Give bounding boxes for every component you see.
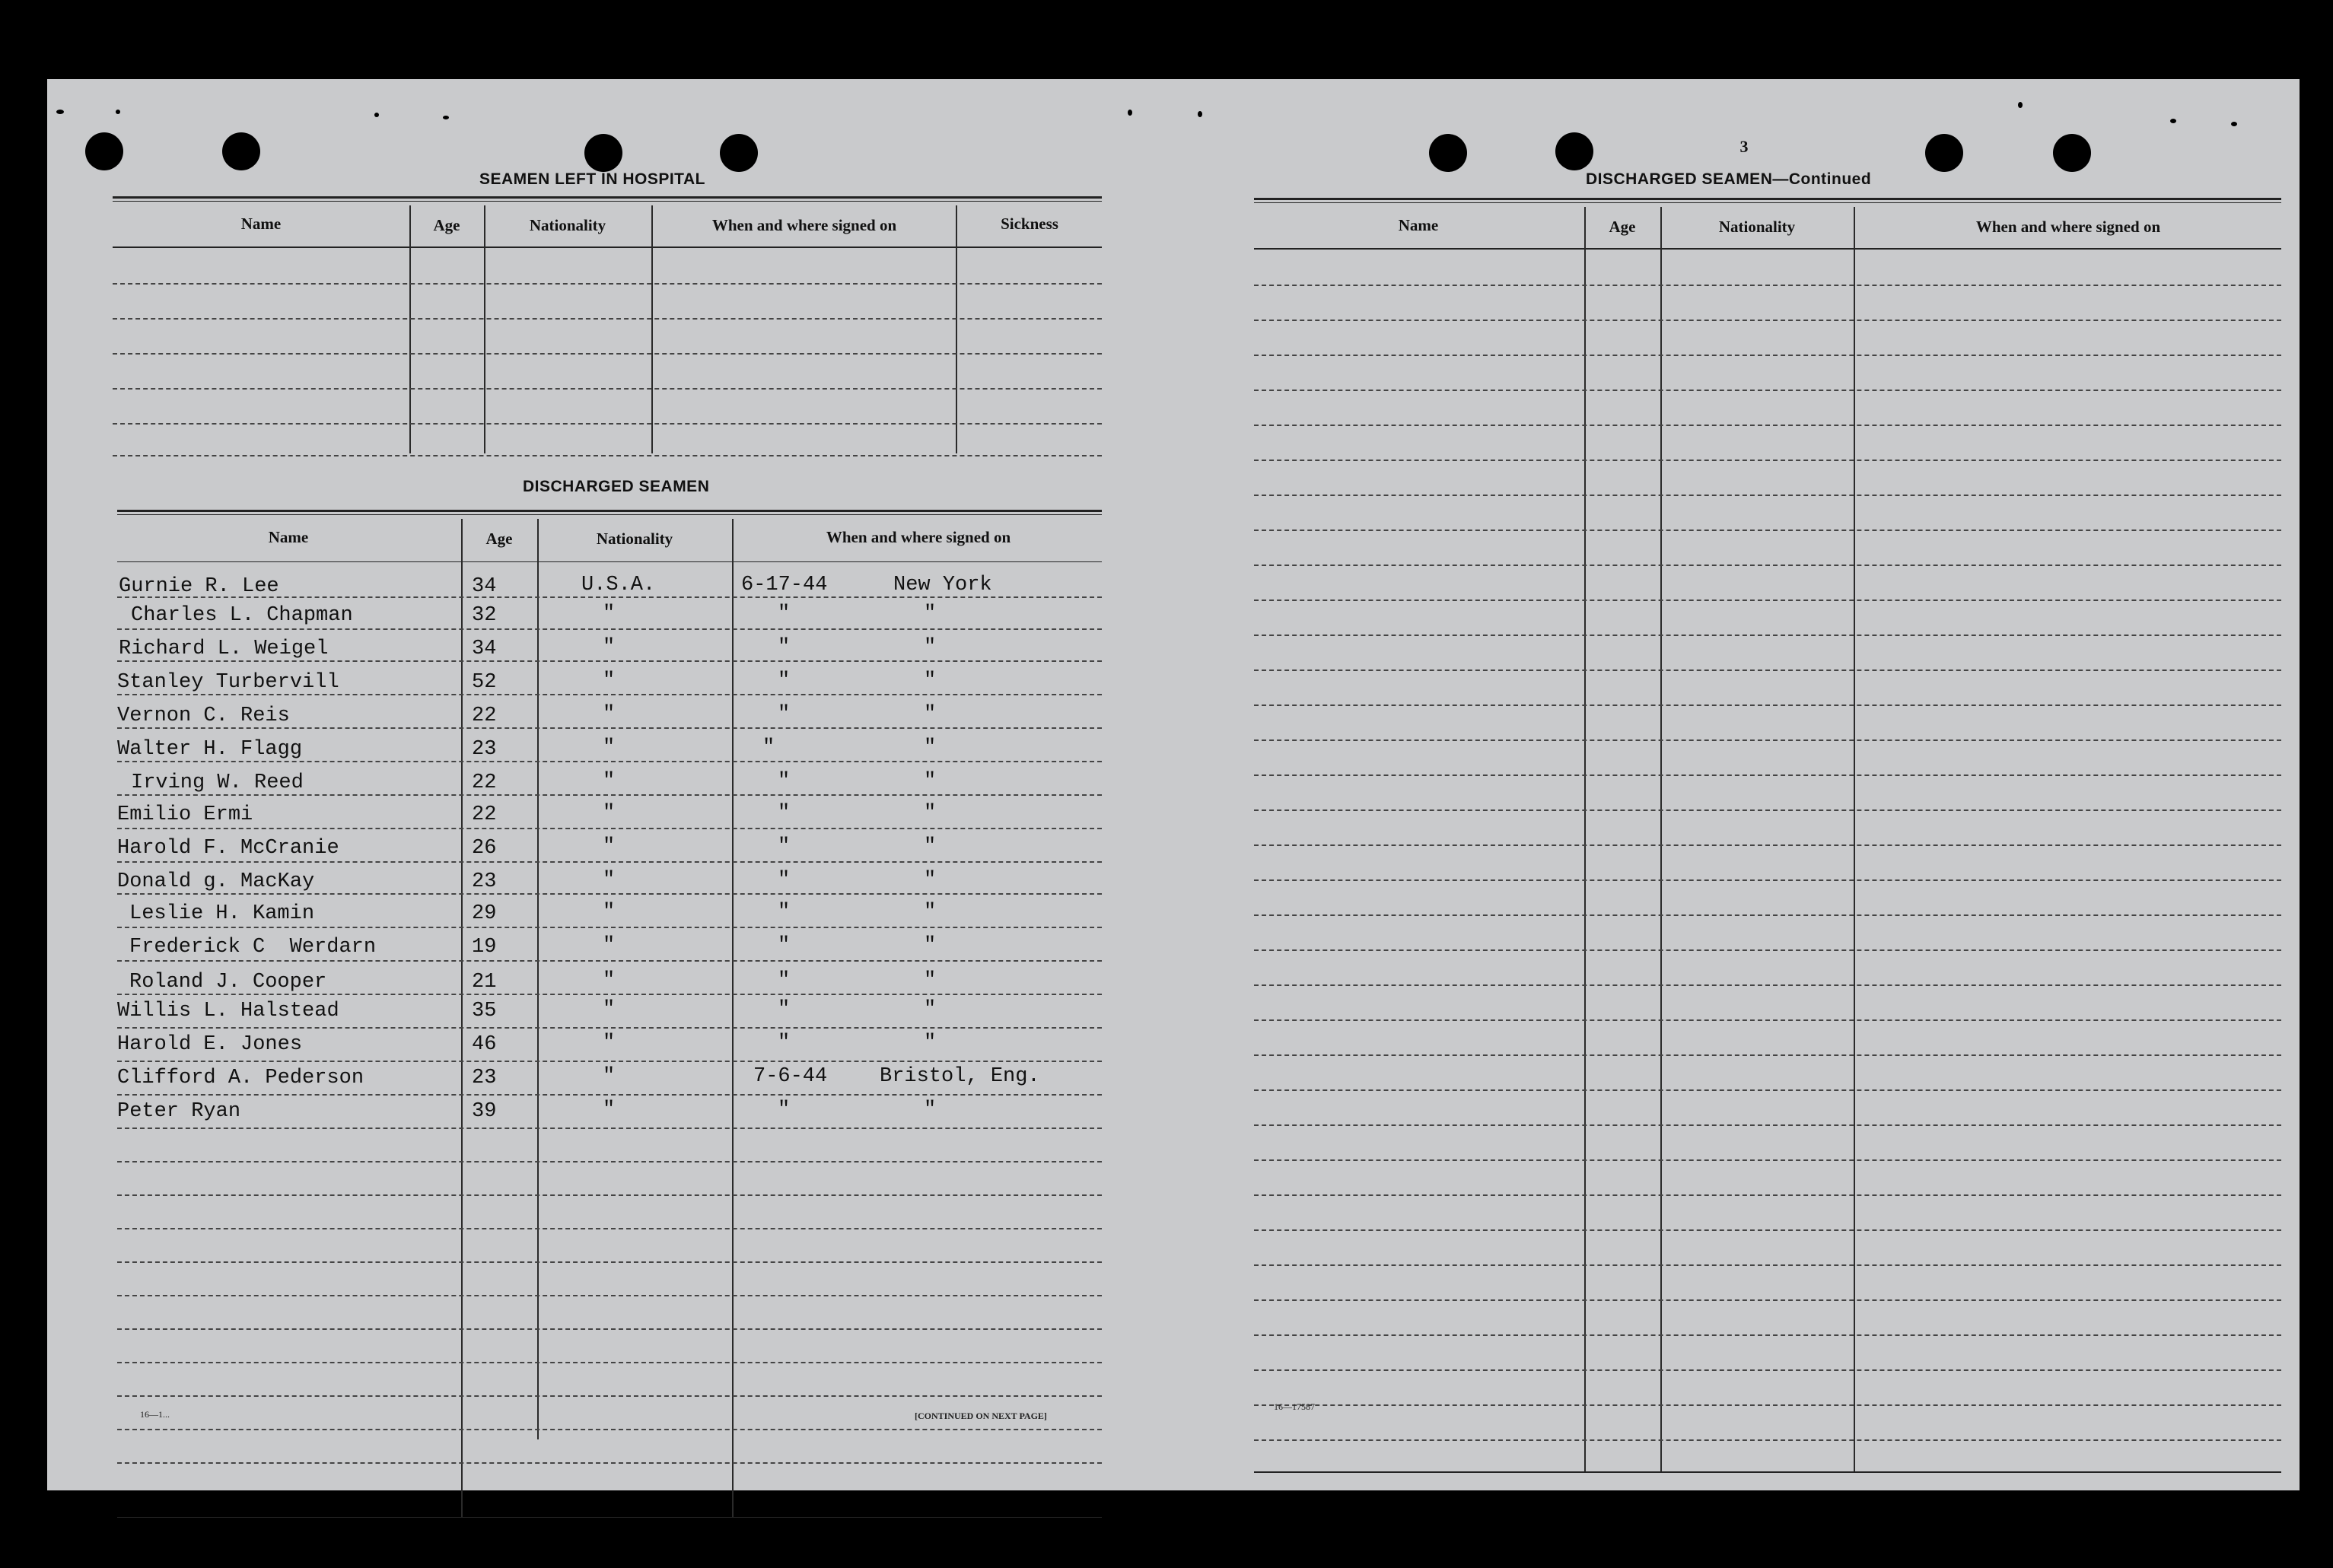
right-header-rule bbox=[1254, 248, 2281, 250]
entry-age: 22 bbox=[472, 771, 497, 794]
discharged-row-line bbox=[117, 960, 1102, 962]
right-header-signed-on: When and where signed on bbox=[1975, 218, 2161, 236]
discharged-header-age: Age bbox=[485, 530, 513, 548]
left-bottom-rule bbox=[117, 1517, 1102, 1518]
entry-date: 6-17-44 bbox=[741, 574, 828, 596]
entry-date: " bbox=[762, 736, 775, 759]
entry-place: " bbox=[924, 869, 937, 892]
punch-hole bbox=[584, 134, 622, 172]
right-row-line bbox=[1254, 635, 2281, 636]
right-row-line bbox=[1254, 1159, 2281, 1161]
punch-hole bbox=[1429, 134, 1467, 172]
discharged-row-line bbox=[117, 694, 1102, 695]
speck bbox=[443, 116, 449, 119]
discharged-row-line bbox=[117, 1194, 1102, 1196]
hospital-row-line bbox=[113, 455, 1102, 456]
entry-place: " bbox=[924, 1099, 937, 1121]
entry-place: " bbox=[924, 670, 937, 692]
hospital-row-line bbox=[113, 423, 1102, 425]
hospital-header-name: Name bbox=[240, 215, 282, 233]
discharged-row-line bbox=[117, 1328, 1102, 1330]
right-row-line bbox=[1254, 1019, 2281, 1021]
entry-age: 23 bbox=[472, 1067, 497, 1089]
discharged-col-divider bbox=[732, 519, 734, 1517]
entry-date: " bbox=[778, 1099, 791, 1121]
hospital-top-rule bbox=[113, 196, 1102, 199]
entry-name: Donald g. MacKay bbox=[117, 870, 315, 893]
hospital-header-rule bbox=[113, 246, 1102, 248]
entry-place: " bbox=[924, 835, 937, 858]
entry-date: " bbox=[778, 802, 791, 825]
right-row-line bbox=[1254, 1369, 2281, 1371]
entry-name: Roland J. Cooper bbox=[129, 971, 327, 994]
speck bbox=[2018, 102, 2023, 108]
right-row-line bbox=[1254, 1439, 2281, 1441]
right-row-line bbox=[1254, 355, 2281, 356]
discharged-row-line bbox=[117, 1161, 1102, 1162]
hospital-header-sickness: Sickness bbox=[1001, 215, 1058, 233]
discharged-header-name: Name bbox=[268, 528, 309, 546]
hospital-col-divider bbox=[409, 205, 411, 453]
entry-name: Leslie H. Kamin bbox=[129, 902, 315, 925]
entry-name: Richard L. Weigel bbox=[119, 638, 329, 660]
entry-name: Walter H. Flagg bbox=[117, 738, 303, 761]
entry-nationality: " bbox=[603, 969, 616, 992]
discharged-top-rule bbox=[117, 510, 1102, 512]
right-row-line bbox=[1254, 1089, 2281, 1091]
discharged-row-line bbox=[117, 727, 1102, 729]
entry-age: 22 bbox=[472, 803, 497, 826]
discharged-col-divider bbox=[461, 519, 463, 1517]
right-row-line bbox=[1254, 460, 2281, 461]
entry-name: Emilio Ermi bbox=[117, 803, 253, 826]
page-number: 3 bbox=[1739, 137, 1749, 156]
entry-nationality: U.S.A. bbox=[581, 574, 656, 596]
entry-age: 35 bbox=[472, 1000, 497, 1023]
entry-age: 34 bbox=[472, 575, 497, 598]
entry-age: 23 bbox=[472, 738, 497, 761]
speck bbox=[374, 113, 379, 117]
entry-name: Gurnie R. Lee bbox=[119, 575, 279, 598]
entry-age: 22 bbox=[472, 704, 497, 727]
right-row-line bbox=[1254, 809, 2281, 811]
right-row-line bbox=[1254, 495, 2281, 496]
right-row-line bbox=[1254, 739, 2281, 741]
right-row-line bbox=[1254, 844, 2281, 846]
right-col-divider bbox=[1854, 207, 1855, 1471]
right-bottom-rule bbox=[1254, 1471, 2281, 1473]
right-header-name: Name bbox=[1398, 216, 1439, 234]
entry-date: " bbox=[778, 670, 791, 692]
entry-age: 23 bbox=[472, 870, 497, 893]
entry-nationality: " bbox=[603, 1032, 616, 1054]
entry-place: " bbox=[924, 736, 937, 759]
discharged-row-line bbox=[117, 994, 1102, 995]
entry-age: 52 bbox=[472, 671, 497, 694]
punch-hole bbox=[1925, 134, 1963, 172]
discharged-row-line bbox=[117, 1094, 1102, 1096]
right-row-line bbox=[1254, 285, 2281, 286]
entry-nationality: " bbox=[603, 998, 616, 1021]
discharged-row-line bbox=[117, 1261, 1102, 1263]
entry-name: Frederick C Werdarn bbox=[129, 936, 377, 959]
right-row-line bbox=[1254, 774, 2281, 776]
entry-place: " bbox=[924, 770, 937, 793]
right-header-nationality: Nationality bbox=[1718, 218, 1796, 236]
entry-name: Irving W. Reed bbox=[131, 771, 304, 794]
entry-age: 29 bbox=[472, 902, 497, 925]
entry-date: " bbox=[778, 835, 791, 858]
entry-name: Harold F. McCranie bbox=[117, 837, 339, 860]
right-col-divider bbox=[1660, 207, 1662, 1471]
entry-place: " bbox=[924, 703, 937, 726]
punch-hole bbox=[2053, 134, 2091, 172]
discharged-col-divider bbox=[537, 519, 539, 1439]
punch-hole bbox=[85, 132, 123, 170]
right-top-rule bbox=[1254, 202, 2281, 203]
discharged-row-line bbox=[117, 761, 1102, 762]
entry-date: " bbox=[778, 770, 791, 793]
right-row-line bbox=[1254, 1334, 2281, 1336]
right-row-line bbox=[1254, 390, 2281, 391]
entry-nationality: " bbox=[603, 1099, 616, 1121]
right-col-divider bbox=[1584, 207, 1586, 1471]
speck bbox=[1198, 111, 1202, 117]
hospital-col-divider bbox=[956, 205, 957, 453]
entry-name: Peter Ryan bbox=[117, 1100, 241, 1123]
entry-name: Charles L. Chapman bbox=[131, 604, 353, 627]
discharged-row-line bbox=[117, 1228, 1102, 1229]
entry-nationality: " bbox=[603, 770, 616, 793]
hospital-row-line bbox=[113, 283, 1102, 285]
right-row-line bbox=[1254, 984, 2281, 986]
discharged-row-line bbox=[117, 1127, 1102, 1129]
hospital-col-divider bbox=[484, 205, 485, 453]
right-row-line bbox=[1254, 600, 2281, 601]
entry-name: Vernon C. Reis bbox=[117, 704, 290, 727]
discharged-row-line bbox=[117, 1395, 1102, 1397]
entry-place: " bbox=[924, 934, 937, 957]
entry-place: " bbox=[924, 636, 937, 659]
speck bbox=[1128, 110, 1132, 116]
discharged-row-line bbox=[117, 794, 1102, 796]
discharged-row-line bbox=[117, 1295, 1102, 1296]
entry-age: 39 bbox=[472, 1100, 497, 1123]
entry-nationality: " bbox=[603, 934, 616, 957]
discharged-header-signed-on: When and where signed on bbox=[826, 528, 1011, 546]
right-row-line bbox=[1254, 1194, 2281, 1196]
entry-date: " bbox=[778, 998, 791, 1021]
right-row-line bbox=[1254, 879, 2281, 881]
discharged-row-line bbox=[117, 1462, 1102, 1464]
speck bbox=[116, 110, 120, 114]
entry-name: Willis L. Halstead bbox=[117, 1000, 339, 1023]
right-row-line bbox=[1254, 704, 2281, 706]
punch-hole bbox=[720, 134, 758, 172]
discharged-top-rule bbox=[117, 514, 1102, 515]
entry-place: " bbox=[924, 998, 937, 1021]
entry-date: " bbox=[778, 603, 791, 625]
right-top-rule bbox=[1254, 198, 2281, 200]
right-row-line bbox=[1254, 425, 2281, 426]
discharged-row-line bbox=[117, 1362, 1102, 1363]
entry-nationality: " bbox=[603, 736, 616, 759]
speck bbox=[2231, 122, 2237, 126]
entry-place: " bbox=[924, 603, 937, 625]
hospital-header-age: Age bbox=[433, 216, 460, 234]
right-row-line bbox=[1254, 1229, 2281, 1231]
hospital-section-title: SEAMEN LEFT IN HOSPITAL bbox=[479, 170, 705, 188]
discharged-row-line bbox=[117, 628, 1102, 630]
right-row-line bbox=[1254, 530, 2281, 531]
right-form-number: 16—17587 bbox=[1274, 1401, 1315, 1412]
ledger-sheet bbox=[47, 79, 2300, 1490]
continued-note: [CONTINUED ON NEXT PAGE] bbox=[915, 1411, 1047, 1421]
entry-date: " bbox=[778, 969, 791, 992]
right-section-title: DISCHARGED SEAMEN—Continued bbox=[1586, 170, 1872, 188]
entry-name: Stanley Turbervill bbox=[117, 671, 339, 694]
entry-nationality: " bbox=[603, 703, 616, 726]
discharged-row-line bbox=[117, 1061, 1102, 1062]
entry-nationality: " bbox=[603, 636, 616, 659]
hospital-row-line bbox=[113, 388, 1102, 390]
discharged-section-title: DISCHARGED SEAMEN bbox=[523, 478, 710, 495]
entry-name: Harold E. Jones bbox=[117, 1033, 303, 1056]
punch-hole bbox=[1555, 132, 1593, 170]
left-form-number: 16—1... bbox=[140, 1409, 170, 1420]
entry-place: Bristol, Eng. bbox=[880, 1065, 1040, 1088]
hospital-row-line bbox=[113, 353, 1102, 355]
entry-place: " bbox=[924, 1032, 937, 1054]
right-row-line bbox=[1254, 949, 2281, 951]
right-row-line bbox=[1254, 1264, 2281, 1266]
right-row-line bbox=[1254, 670, 2281, 671]
speck bbox=[56, 110, 64, 114]
entry-age: 26 bbox=[472, 837, 497, 860]
discharged-row-line bbox=[117, 893, 1102, 895]
entry-age: 19 bbox=[472, 936, 497, 959]
entry-place: " bbox=[924, 901, 937, 924]
entry-age: 32 bbox=[472, 604, 497, 627]
entry-nationality: " bbox=[603, 670, 616, 692]
entry-name: Clifford A. Pederson bbox=[117, 1067, 364, 1089]
right-row-line bbox=[1254, 1124, 2281, 1126]
entry-date: " bbox=[778, 1032, 791, 1054]
entry-age: 34 bbox=[472, 638, 497, 660]
punch-hole bbox=[222, 132, 260, 170]
entry-place: New York bbox=[893, 574, 992, 596]
right-row-line bbox=[1254, 320, 2281, 321]
entry-nationality: " bbox=[603, 1065, 616, 1088]
speck bbox=[2170, 119, 2176, 123]
discharged-row-line bbox=[117, 927, 1102, 928]
right-row-line bbox=[1254, 1299, 2281, 1301]
right-row-line bbox=[1254, 1404, 2281, 1406]
entry-date: " bbox=[778, 869, 791, 892]
hospital-row-line bbox=[113, 318, 1102, 320]
right-row-line bbox=[1254, 565, 2281, 566]
right-row-line bbox=[1254, 914, 2281, 916]
entry-date: " bbox=[778, 636, 791, 659]
discharged-row-line bbox=[117, 1027, 1102, 1029]
discharged-row-line bbox=[117, 828, 1102, 829]
entry-date: 7-6-44 bbox=[753, 1065, 828, 1088]
right-row-line bbox=[1254, 1054, 2281, 1056]
hospital-col-divider bbox=[651, 205, 653, 453]
discharged-row-line bbox=[117, 861, 1102, 863]
entry-date: " bbox=[778, 901, 791, 924]
entry-place: " bbox=[924, 802, 937, 825]
entry-age: 21 bbox=[472, 971, 497, 994]
entry-nationality: " bbox=[603, 835, 616, 858]
hospital-top-rule bbox=[113, 201, 1102, 202]
entry-place: " bbox=[924, 969, 937, 992]
hospital-header-nationality: Nationality bbox=[529, 216, 606, 234]
entry-nationality: " bbox=[603, 869, 616, 892]
right-header-age: Age bbox=[1609, 218, 1636, 236]
discharged-row-line bbox=[117, 1429, 1102, 1430]
entry-nationality: " bbox=[603, 901, 616, 924]
entry-age: 46 bbox=[472, 1033, 497, 1056]
entry-date: " bbox=[778, 934, 791, 957]
hospital-header-signed-on: When and where signed on bbox=[711, 216, 897, 234]
entry-nationality: " bbox=[603, 802, 616, 825]
discharged-header-rule bbox=[117, 561, 1102, 562]
discharged-row-line bbox=[117, 660, 1102, 662]
entry-date: " bbox=[778, 703, 791, 726]
entry-nationality: " bbox=[603, 603, 616, 625]
discharged-header-nationality: Nationality bbox=[596, 530, 673, 548]
